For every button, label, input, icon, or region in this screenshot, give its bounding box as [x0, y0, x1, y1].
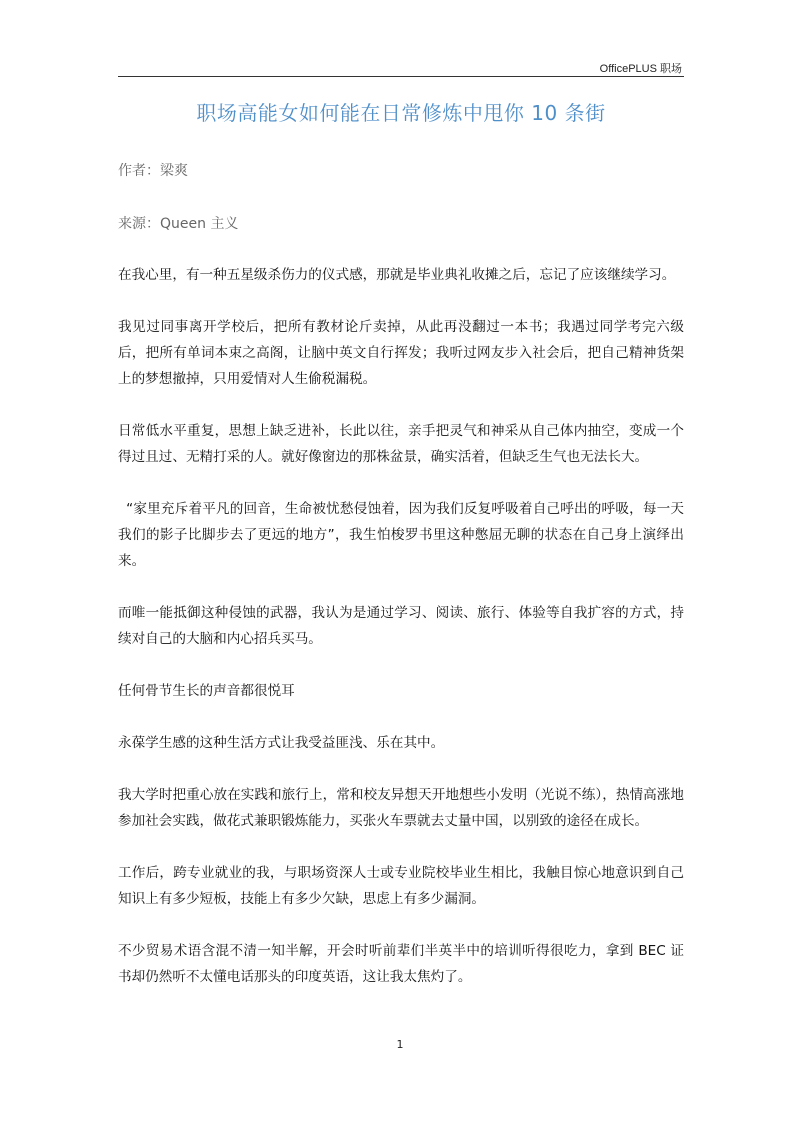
page-number: 1 [396, 1038, 404, 1051]
paragraph: 工作后，跨专业就业的我，与职场资深人士或专业院校毕业生相比，我触目惊心地意识到自己知识上有多少短板，技能上有多少欠缺，思虑上有多少漏洞。 [118, 865, 684, 907]
paragraph: 我见过同事离开学校后，把所有教材论斤卖掉，从此再没翻过一本书；我遇过同学考完六级后，把所有单词本束之高阁，让脑中英文自行挥发；我听过网友步入社会后，把自己精神货架上的梦想撤掉，只用爱情对人生偷税漏税。 [118, 319, 684, 387]
paragraph: 在我心里，有一种五星级杀伤力的仪式感，那就是毕业典礼收摊之后，忘记了应该继续学习。 [118, 267, 676, 283]
header-divider [118, 76, 684, 77]
article-author: 作者：梁爽 [118, 163, 188, 179]
article-body [118, 262, 684, 1016]
paragraph: 日常低水平重复，思想上缺乏进补，长此以往，亲手把灵气和神采从自己体内抽空，变成一个得过且过、无精打采的人。就好像窗边的那株盆景，确实活着，但缺乏生气也无法长大。 [118, 423, 684, 465]
article-source: 来源：Queen 主义 [118, 216, 239, 232]
section-heading: 任何骨节生长的声音都很悦耳 [118, 683, 295, 699]
article-title: 职场高能女如何能在日常修炼中甩你 10 条街 [196, 101, 606, 125]
paragraph: 而唯一能抵御这种侵蚀的武器，我认为是通过学习、阅读、旅行、体验等自我扩容的方式，持续对自己的大脑和内心招兵买马。 [118, 605, 684, 647]
paragraph: 永葆学生感的这种生活方式让我受益匪浅、乐在其中。 [118, 735, 445, 751]
paragraph: 不少贸易术语含混不清一知半解，开会时听前辈们半英半中的培训听得很吃力，拿到 BEC 证书却仍然听不太懂电话那头的印度英语，这让我太焦灼了。 [118, 943, 684, 985]
paragraph: “家里充斥着平凡的回音，生命被忧愁侵蚀着，因为我们反复呼吸着自己呼出的呼吸，每一天我们的影子比脚步去了更远的地方”，我生怕梭罗书里这种憋屈无聊的状态在自己身上演绎出来。 [118, 501, 684, 569]
header-brand: OfficePLUS 职场 [599, 63, 682, 75]
paragraph: 我大学时把重心放在实践和旅行上，常和校友异想天开地想些小发明（光说不练），热情高涨地参加社会实践，做花式兼职锻炼能力，买张火车票就去丈量中国，以别致的途径在成长。 [118, 787, 684, 829]
